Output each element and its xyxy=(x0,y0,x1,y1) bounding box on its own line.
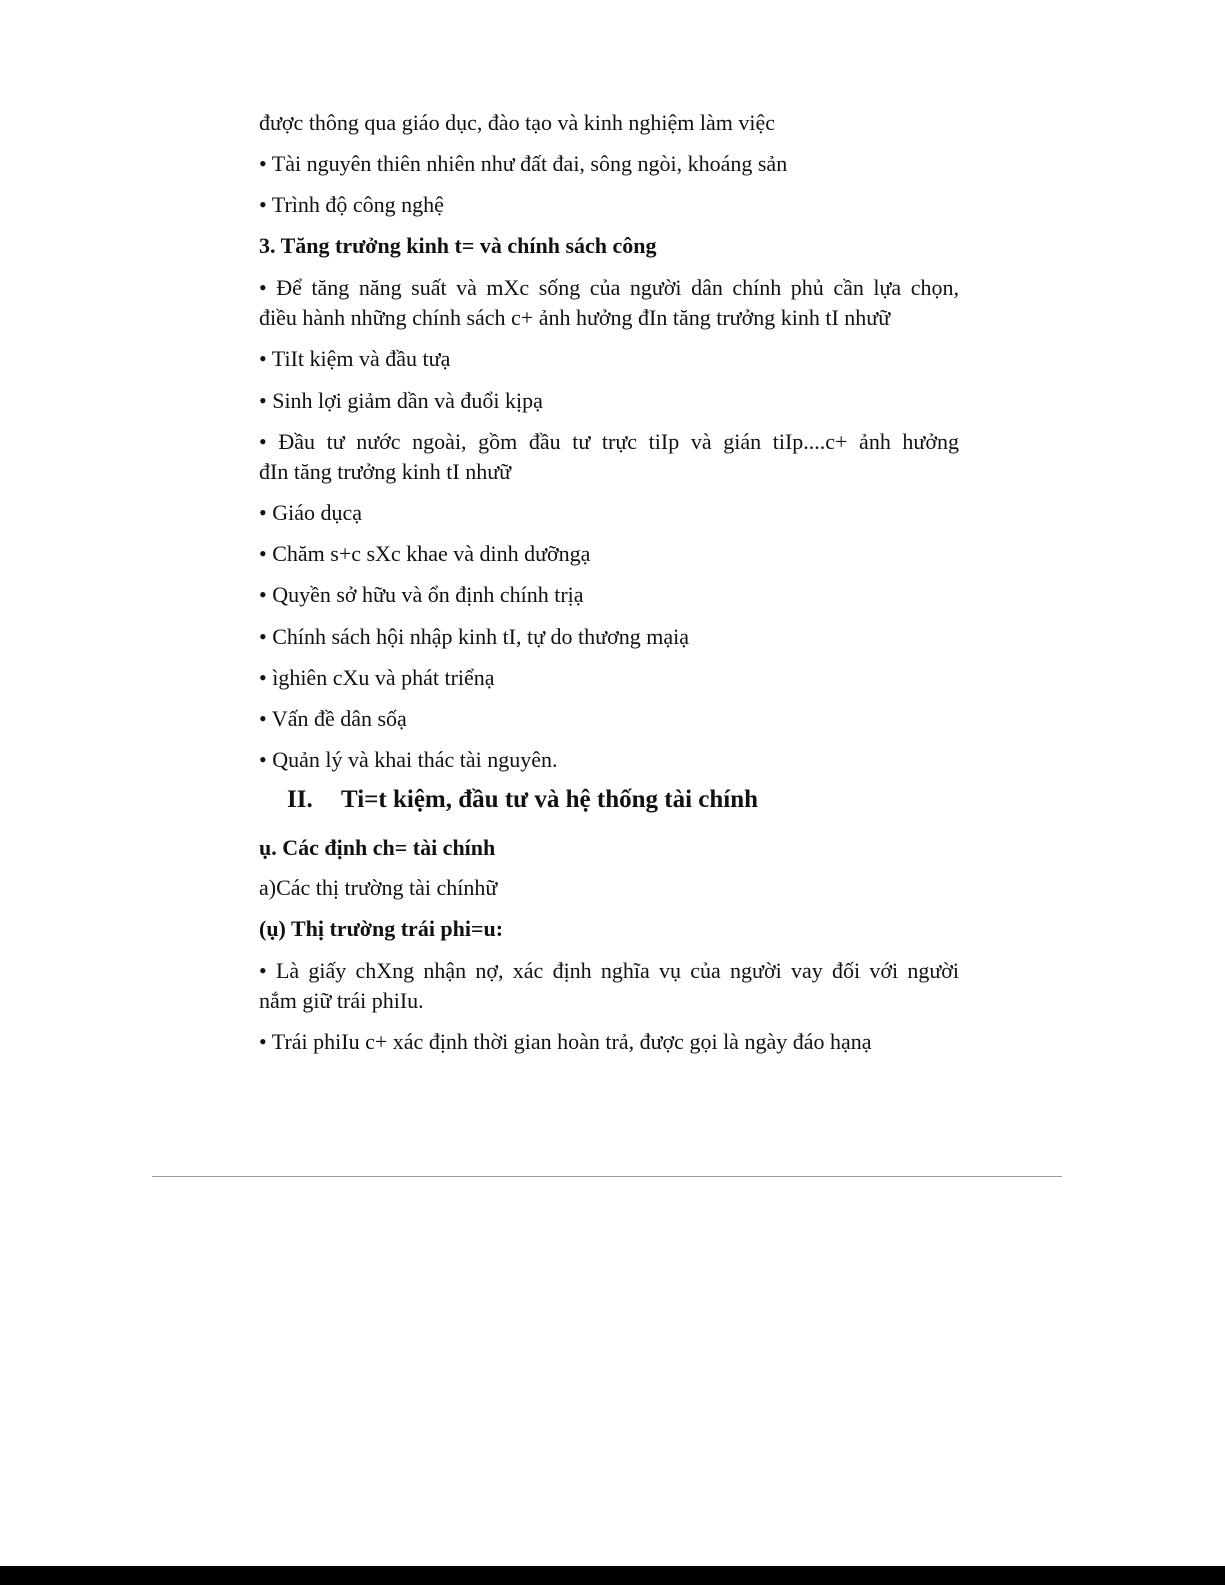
text-line: a)Các thị trường tài chínhữ xyxy=(259,875,498,900)
text-line: được thông qua giáo dục, đào tạo và kinh nghiệm làm việc xyxy=(259,110,775,135)
bullet-item: • Chăm s+c sXc khae và dinh dưỡngạ xyxy=(259,541,591,566)
section-heading: 3. Tăng trưởng kinh t= và chính sách công xyxy=(259,233,657,258)
bullet-item: • Chính sách hội nhập kinh tI, tự do thương mạiạ xyxy=(259,624,689,649)
bullet-item: • Là giấy chXng nhận nợ, xác định nghĩa vụ của người vay đối với người xyxy=(259,958,959,983)
bullet-item: • TiIt kiệm và đầu tưạ xyxy=(259,346,451,371)
chapter-title: Ti=t kiệm, đầu tư và hệ thống tài chính xyxy=(341,786,759,813)
subsection-heading: (ụ) Thị trường trái phi=u: xyxy=(259,916,504,941)
page-divider xyxy=(152,1176,1062,1177)
bullet-item: • Trình độ công nghệ xyxy=(259,192,444,217)
bullet-item: • ìghiên cXu và phát triểnạ xyxy=(259,665,495,690)
bullet-item: • Để tăng năng suất và mXc sống của người dân chính phủ cần lựa chọn, xyxy=(259,275,959,300)
text-line: nắm giữ trái phiIu. xyxy=(259,988,424,1013)
bullet-item: • Vấn đề dân sốạ xyxy=(259,706,407,731)
bullet-item: • Đầu tư nước ngoài, gồm đầu tư trực tiIp và gián tiIp....c+ ảnh hưởng xyxy=(259,429,959,454)
bullet-item: • Giáo dụcạ xyxy=(259,500,362,525)
bullet-item: • Tài nguyên thiên nhiên như đất đai, sông ngòi, khoáng sản xyxy=(259,151,788,176)
bullet-item: • Quản lý và khai thác tài nguyên. xyxy=(259,747,558,772)
chapter-number: II. xyxy=(287,786,313,813)
subsection-heading: ụ. Các định ch= tài chính xyxy=(259,835,496,860)
bullet-item: • Trái phiIu c+ xác định thời gian hoàn trả, được gọi là ngày đáo hạnạ xyxy=(259,1029,872,1054)
bottom-edge-bar xyxy=(0,1566,1225,1585)
text-line: điều hành những chính sách c+ ảnh hưởng đIn tăng trưởng kinh tI nhưữ xyxy=(259,305,891,330)
chapter-heading xyxy=(287,787,758,813)
text-line: đIn tăng trưởng kinh tI nhưữ xyxy=(259,459,512,484)
bullet-item: • Sinh lợi giảm dần và đuổi kịpạ xyxy=(259,388,543,413)
bullet-item: • Quyền sở hữu và ổn định chính trịạ xyxy=(259,582,584,607)
